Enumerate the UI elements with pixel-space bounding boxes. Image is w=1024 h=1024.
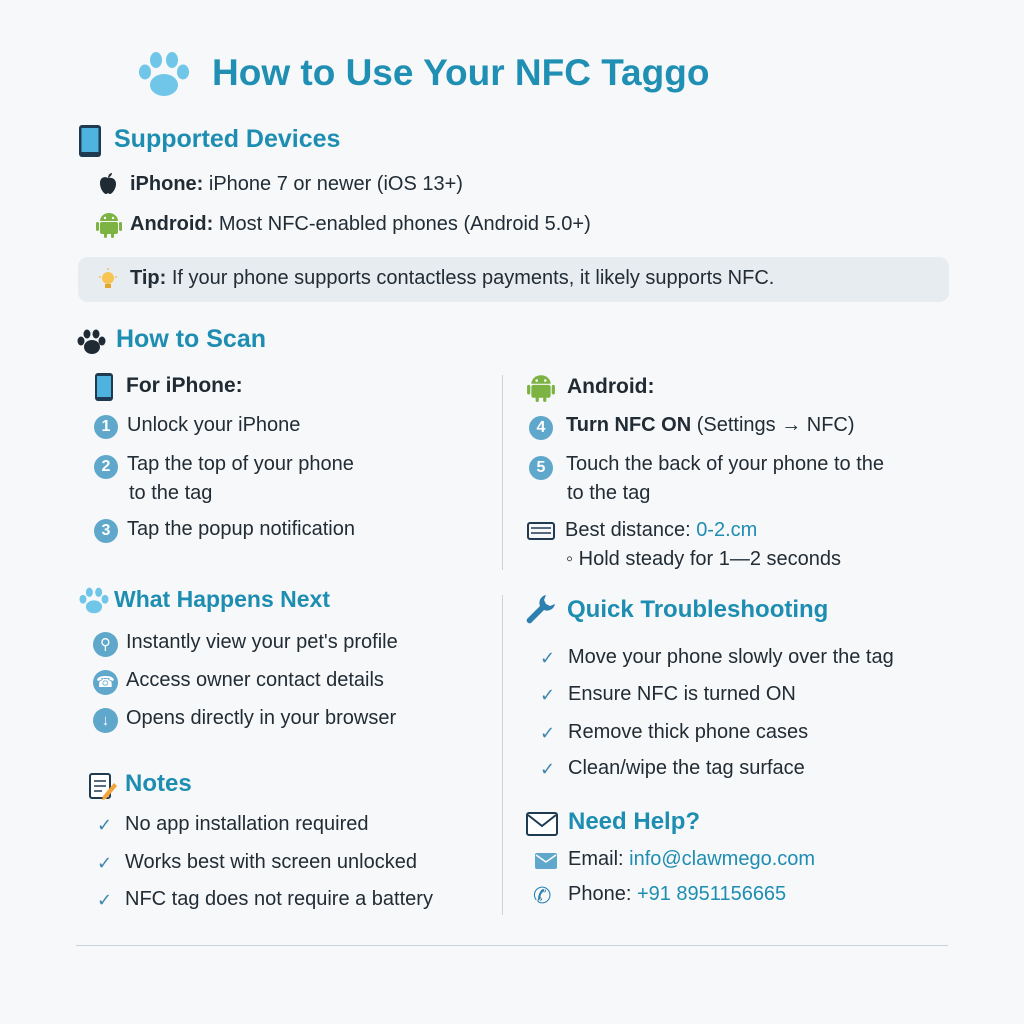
phone-link[interactable]: +91 8951156665	[636, 883, 787, 905]
check-icon: ✓	[97, 853, 113, 873]
email-row: Email: info@clawmego.com	[568, 848, 816, 870]
envelope-icon	[526, 812, 558, 836]
check-icon: ✓	[540, 648, 556, 668]
troubleshooting-heading: Quick Troubleshooting	[567, 596, 829, 623]
download-arrow-icon: ↓	[93, 708, 118, 733]
phone-row: Phone: +91 8951156665	[568, 883, 787, 905]
need-help-heading: Need Help?	[568, 808, 701, 835]
smartphone-icon	[94, 372, 114, 402]
step-text: Touch the back of your phone to the	[566, 453, 884, 475]
check-icon: ✓	[540, 723, 556, 743]
paw-icon	[76, 328, 106, 356]
list-item: Works best with screen unlocked	[125, 851, 417, 873]
supported-devices-heading: Supported Devices	[114, 125, 341, 153]
paw-icon	[133, 50, 195, 100]
column-divider	[502, 375, 503, 570]
iphone-support-row: iPhone: iPhone 7 or newer (iOS 13+)	[130, 173, 463, 195]
notes-heading: Notes	[125, 770, 192, 797]
email-icon	[535, 853, 557, 869]
step-text: Unlock your iPhone	[127, 414, 301, 436]
check-icon: ✓	[97, 815, 113, 835]
hold-steady-note: ◦ Hold steady for 1—2 seconds	[566, 548, 842, 570]
list-item: Ensure NFC is turned ON	[568, 683, 796, 705]
list-item: Remove thick phone cases	[568, 721, 809, 743]
step-badge: 5	[529, 456, 553, 480]
step-text: Tap the top of your phone	[127, 453, 354, 475]
check-icon: ✓	[97, 890, 113, 910]
list-item: NFC tag does not require a battery	[125, 888, 433, 910]
list-item: Access owner contact details	[126, 669, 384, 691]
paw-icon	[76, 586, 112, 616]
wrench-icon	[524, 592, 558, 626]
check-icon: ✓	[540, 685, 556, 705]
column-divider	[502, 595, 503, 915]
notepad-icon	[88, 772, 118, 800]
how-to-scan-heading: How to Scan	[116, 325, 267, 353]
apple-icon	[97, 172, 119, 196]
iphone-scan-heading: For iPhone:	[126, 374, 243, 397]
android-support-row: Android: Most NFC-enabled phones (Android 5.0+)	[130, 213, 591, 235]
step-text-continued: to the tag	[567, 482, 651, 504]
step-text-continued: to the tag	[129, 482, 213, 504]
ruler-icon	[527, 521, 555, 541]
footer-divider	[76, 945, 948, 946]
best-distance: Best distance: 0-2.cm	[565, 519, 758, 541]
android-icon	[96, 210, 122, 238]
tip-text: Tip: If your phone supports contactless payments, it likely supports NFC.	[130, 267, 775, 289]
lightbulb-icon	[97, 267, 119, 293]
email-link[interactable]: info@clawmego.com	[629, 848, 816, 870]
page-title: How to Use Your NFC Taggo	[212, 52, 710, 93]
what-happens-next-heading: What Happens Next	[114, 586, 330, 612]
step-badge: 1	[94, 415, 118, 439]
step-text: Tap the popup notification	[127, 518, 355, 540]
list-item: Move your phone slowly over the tag	[568, 646, 894, 668]
smartphone-icon	[78, 124, 102, 158]
list-item: Instantly view your pet's profile	[126, 631, 398, 653]
list-item: Clean/wipe the tag surface	[568, 757, 805, 779]
android-icon	[527, 372, 555, 402]
list-item: No app installation required	[125, 813, 369, 835]
profile-icon: ⚲	[93, 632, 118, 657]
android-scan-heading: Android:	[567, 375, 655, 398]
step-badge: 3	[94, 519, 118, 543]
contact-icon: ☎	[93, 670, 118, 695]
step-text: Turn NFC ON (Settings → NFC)	[566, 414, 855, 436]
check-icon: ✓	[540, 759, 556, 779]
step-badge: 4	[529, 416, 553, 440]
phone-icon: ✆	[533, 883, 552, 908]
list-item: Opens directly in your browser	[126, 707, 397, 729]
step-badge: 2	[94, 455, 118, 479]
